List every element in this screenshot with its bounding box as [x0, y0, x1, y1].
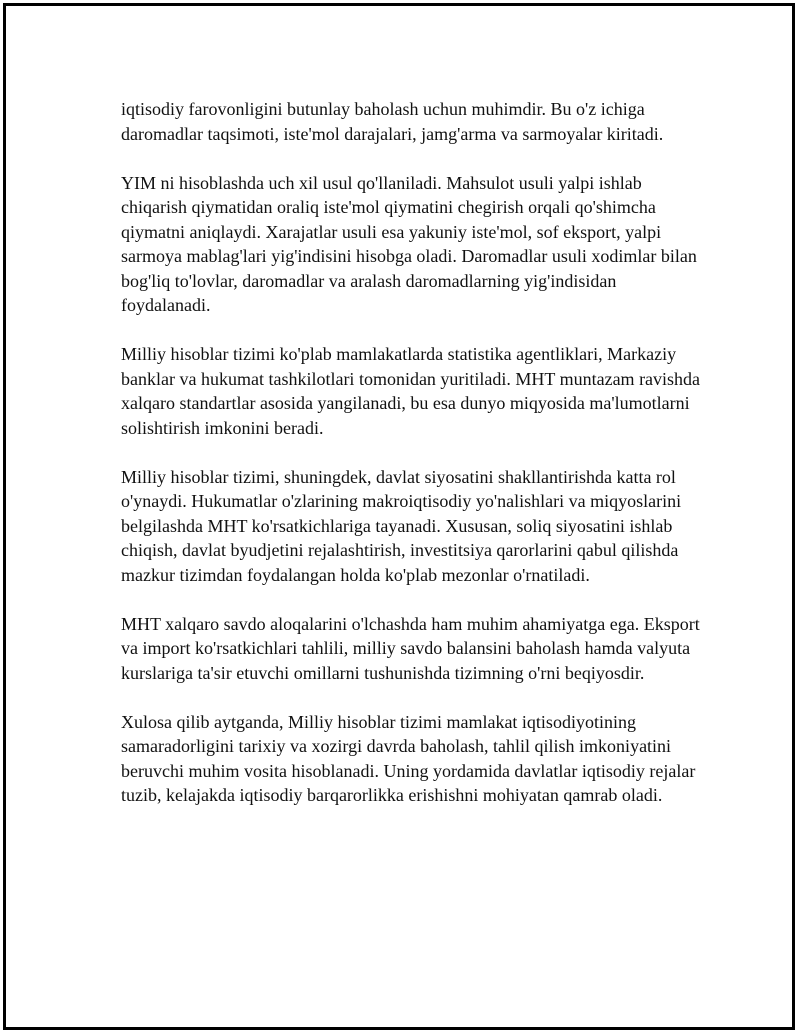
paragraph: Xulosa qilib aytganda, Milliy hisoblar tizimi mamlakat iqtisodiyotining samaradorligini tarixiy va xozirgi davrda baholash, tahlil qilish imkoniyatini beruvchi muhim vosita hisoblanadi. Uning yordamida davlatlar iqtisodiy rejalar tuzib, kelajakda iqtisodiy barqarorlikka erishishni mohiyatan qamrab oladi.	[121, 711, 696, 805]
paragraph: MHT xalqaro savdo aloqalarini o'lchashda ham muhim ahamiyatga ega. Eksport va import ko'rsatkichlari tahlili, milliy savdo balansini baholash hamda valyuta kurslariga ta'sir etuvchi omillarni tushunishda tizimning o'rni beqiyosdir.	[121, 613, 700, 683]
paragraph: Milliy hisoblar tizimi ko'plab mamlakatlarda statistika agentliklari, Markaziy banklar va hukumat tashkilotlari tomonidan yuritiladi. MHT muntazam ravishda xalqaro standartlar asosida yangilanadi, bu esa dunyo miqyosida ma'lumotlarni solishtirish imkonini beradi.	[121, 344, 701, 438]
paragraph: Milliy hisoblar tizimi, shuningdek, davlat siyosatini shakllantirishda katta rol o'ynaydi. Hukumatlar o'zlarining makroiqtisodiy yo'nalishlari va miqyoslarini belgilashda MHT ko'rsatkichlariga tayanadi. Xususan, soliq siyosatini ishlab chiqish, davlat byudjetini rejalashtirish, investitsiya qarorlarini qabul qilishda mazkur tizimdan foydalangan holda ko'plab mezonlar o'rnatiladi.	[121, 466, 682, 585]
document-body	[121, 97, 706, 808]
paragraph: YIM ni hisoblashda uch xil usul qo'llaniladi. Mahsulot usuli yalpi ishlab chiqarish qiymatidan oraliq iste'mol qiymatini chegirish orqali qo'shimcha qiymatni aniqlaydi. Xarajatlar usuli esa yakuniy iste'mol, sof eksport, yalpi sarmoya mablag'lari yig'indisini hisobga oladi. Daromadlar usuli xodimlar bilan bog'liq to'lovlar, daromadlar va aralash daromadlarning yig'indisidan foydalanadi.	[121, 172, 697, 315]
page-frame	[3, 3, 795, 1030]
paragraph: iqtisodiy farovonligini butunlay baholash uchun muhimdir. Bu o'z ichiga daromadlar taqsimoti, iste'mol darajalari, jamg'arma va sarmoyalar kiritadi.	[121, 99, 664, 144]
